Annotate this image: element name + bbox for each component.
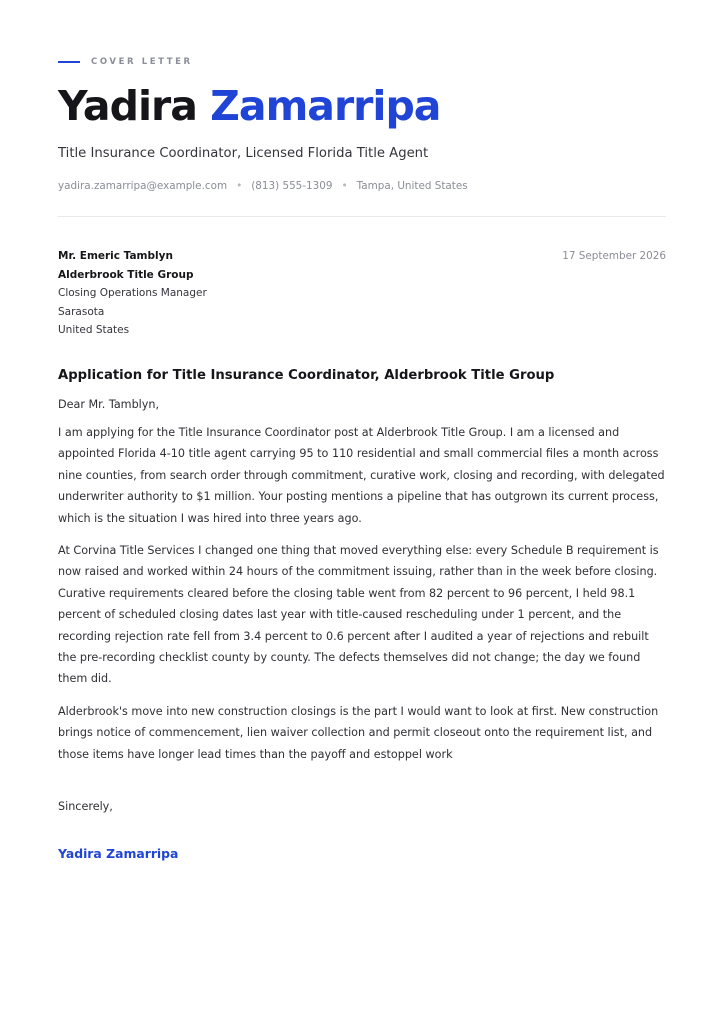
letter-paragraph: Alderbrook's move into new construction closings is the part I would want to look at first. New construction brings notice of commencement, lien waiver collection and permit closeout onto the requirement list, and those items have longer lead times than the payoff and estoppel work [58, 704, 659, 761]
recipient-country: United States [58, 324, 130, 337]
letter-subject: Application for Title Insurance Coordinator, Alderbrook Title Group [58, 368, 555, 383]
applicant-headline: Title Insurance Coordinator, Licensed Florida Title Agent [58, 146, 429, 161]
recipient-company: Alderbrook Title Group [58, 268, 194, 281]
contact-line [58, 180, 666, 192]
eyebrow-rule [58, 61, 80, 63]
address-block [58, 247, 666, 339]
contact-separator: • [341, 180, 348, 192]
letter-closing: Sincerely, [58, 800, 113, 814]
letter-paragraph: I am applying for the Title Insurance Coordinator post at Alderbrook Title Group. I am a licensed and appointed Florida 4-10 title agent carrying 95 to 110 residential and small commercial files a month across nine counties, from search order through commitment, curative work, closing and recording, with delegated underwriter authority to $1 million. Your posting mentions a pipeline that has outgrown its current process, which is the situation I was hired into three years ago. [58, 426, 665, 525]
contact-email[interactable]: yadira.zamarripa@example.com [58, 180, 228, 192]
letter-signature: Yadira Zamarripa [58, 846, 179, 862]
letter-paragraph: At Corvina Title Services I changed one thing that moved everything else: every Schedule B requirement is now raised and worked within 24 hours of the commitment issuing, rather than in the week before closing. Curative requirements cleared before the closing table went from 82 percent to 96 percent, I held 98.1 percent of scheduled closing dates last year with title-caused rescheduling under 1 percent, and the recording rejection rate fell from 3.4 percent to 0.6 percent after I audited a year of rejections and rebuilt the pre-recording checklist county by county. The defects themselves did not change; the day we found them did. [58, 544, 659, 686]
contact-phone[interactable]: (813) 555-1309 [251, 180, 333, 192]
eyebrow [58, 54, 666, 70]
applicant-first-name: Yadira [58, 82, 197, 130]
contact-location: Tampa, United States [356, 180, 468, 192]
letter-date: 17 September 2026 [562, 250, 666, 262]
eyebrow-label: COVER LETTER [91, 57, 193, 67]
recipient-city: Sarasota [58, 305, 105, 318]
applicant-last-name: Zamarripa [210, 82, 441, 130]
letter-salutation: Dear Mr. Tamblyn, [58, 398, 160, 411]
cover-letter-page [58, 54, 666, 861]
recipient-title: Closing Operations Manager [58, 287, 207, 300]
contact-separator: • [236, 180, 243, 192]
applicant-name [58, 82, 666, 130]
header-divider [58, 216, 666, 217]
recipient-name: Mr. Emeric Tamblyn [58, 250, 173, 262]
